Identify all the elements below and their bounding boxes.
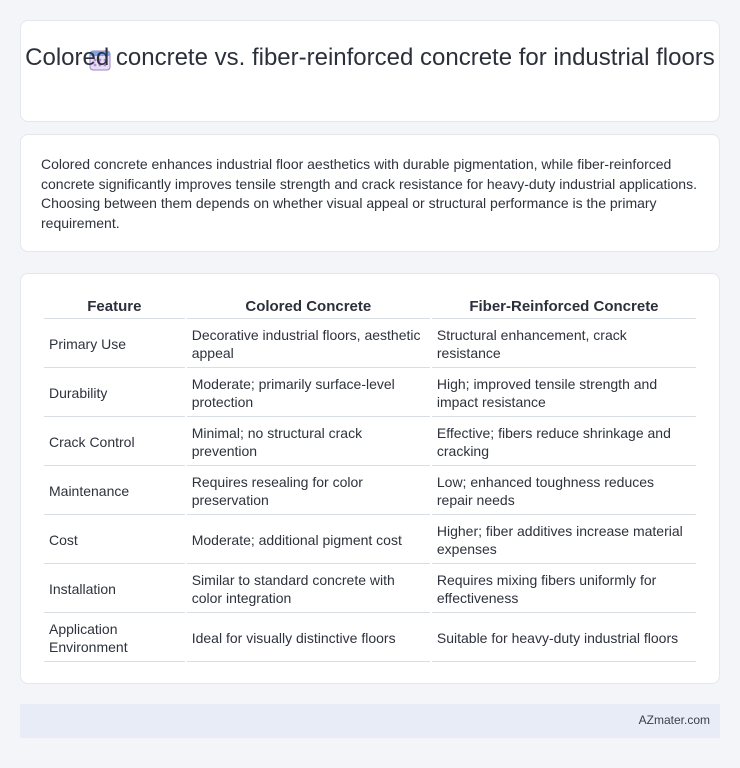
- comparison-table: [42, 295, 698, 664]
- table-header-row: [44, 297, 696, 319]
- fiber-cell: Low; enhanced toughness reduces repair needs: [432, 468, 696, 515]
- table-row: [44, 419, 696, 466]
- colored-cell: Ideal for visually distinctive floors: [187, 615, 430, 662]
- feature-cell: Primary Use: [44, 321, 185, 368]
- table-row: [44, 566, 696, 613]
- colored-cell: Requires resealing for color preservation: [187, 468, 430, 515]
- fiber-cell: High; improved tensile strength and impact resistance: [432, 370, 696, 417]
- feature-cell: Durability: [44, 370, 185, 417]
- table-row: [44, 517, 696, 564]
- page-title: Colored concrete vs. fiber-reinforced concrete for industrial floors: [25, 44, 715, 71]
- fiber-cell: Suitable for heavy-duty industrial floors: [432, 615, 696, 662]
- footer: [20, 704, 720, 738]
- footer-brand: AZmater.com: [638, 713, 710, 727]
- summary-text: Colored concrete enhances industrial floor aesthetics with durable pigmentation, while fiber-reinforced concrete significantly improves tensile strength and crack resistance for heavy-duty industrial applications. Choosing between them depends on whether visual appeal or structural performance is the primary requirement.: [41, 156, 697, 231]
- feature-cell: Application Environment: [44, 615, 185, 662]
- colored-cell: Decorative industrial floors, aesthetic appeal: [187, 321, 430, 368]
- feature-cell: Installation: [44, 566, 185, 613]
- table-row: [44, 615, 696, 662]
- summary-card: [20, 134, 720, 252]
- table-row: [44, 370, 696, 417]
- colored-cell: Moderate; additional pigment cost: [187, 517, 430, 564]
- table-row: [44, 468, 696, 515]
- feature-cell: Maintenance: [44, 468, 185, 515]
- fiber-cell: Effective; fibers reduce shrinkage and cracking: [432, 419, 696, 466]
- feature-cell: Cost: [44, 517, 185, 564]
- fiber-cell: Higher; fiber additives increase material expenses: [432, 517, 696, 564]
- header-fiber-reinforced-concrete: Fiber-Reinforced Concrete: [432, 297, 696, 319]
- fiber-cell: Structural enhancement, crack resistance: [432, 321, 696, 368]
- title-card: [20, 20, 720, 122]
- feature-cell: Crack Control: [44, 419, 185, 466]
- header-feature: Feature: [44, 297, 185, 319]
- fiber-cell: Requires mixing fibers uniformly for effectiveness: [432, 566, 696, 613]
- colored-cell: Similar to standard concrete with color integration: [187, 566, 430, 613]
- table-row: [44, 321, 696, 368]
- header-colored-concrete: Colored Concrete: [187, 297, 430, 319]
- colored-cell: Moderate; primarily surface-level protection: [187, 370, 430, 417]
- comparison-table-card: [20, 273, 720, 684]
- colored-cell: Minimal; no structural crack prevention: [187, 419, 430, 466]
